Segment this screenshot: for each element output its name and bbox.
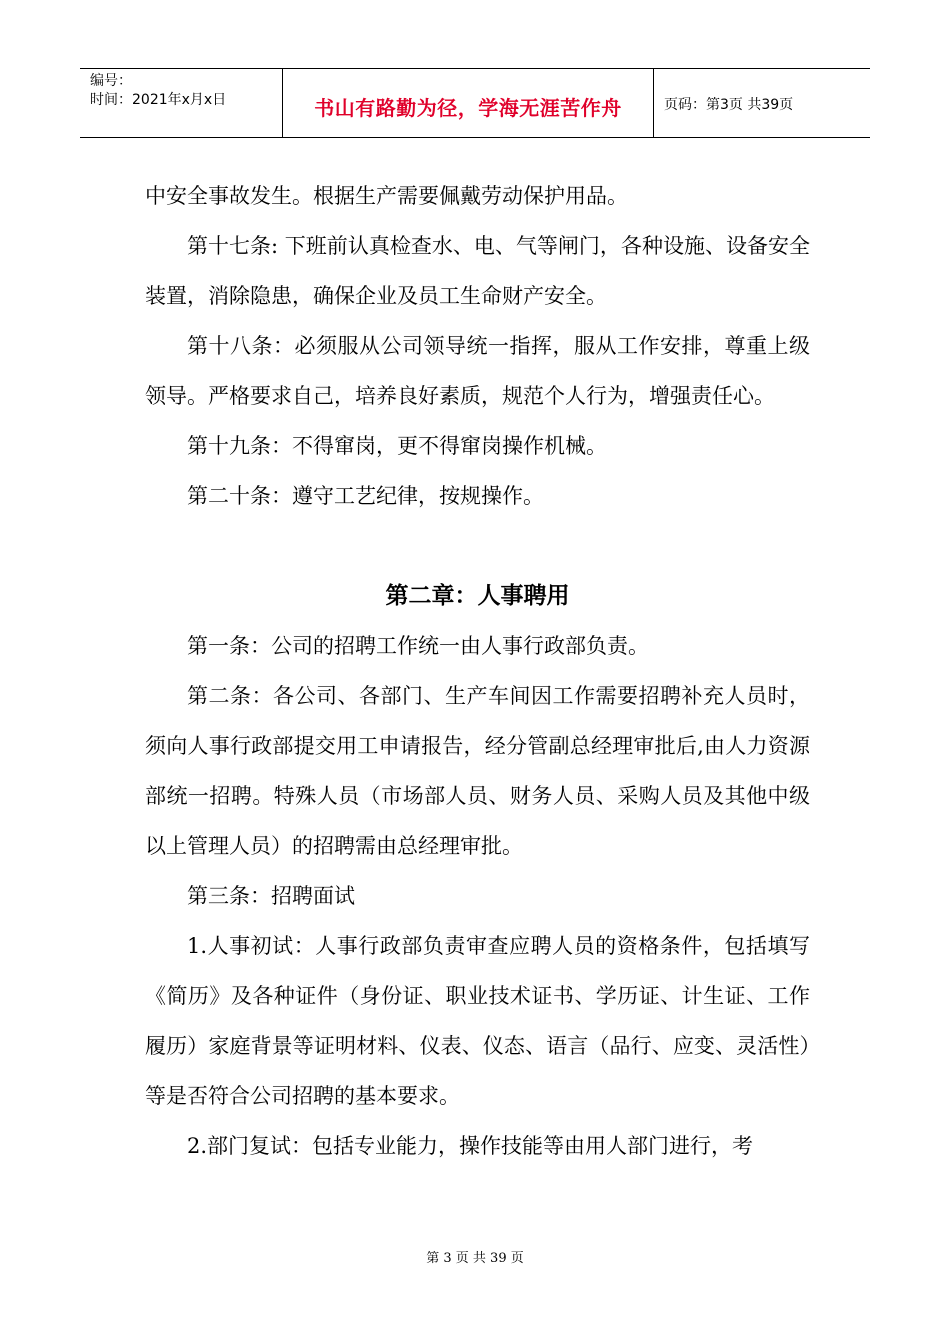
chapter2-article-1: 第一条：公司的招聘工作统一由人事行政部负责。 [187, 634, 649, 658]
header-info-cell [80, 69, 283, 137]
header-page-info: 页码：第3页 共39页 [664, 97, 794, 113]
interview-step-1: 1.人事初试：人事行政部负责审查应聘人员的资格条件，包括填写《简历》及各种证件（身份证、职业技术证书、学历证、计生证、工作履历）家庭背景等证明材料、仪表、仪态、语言（品行、应变、灵活性）等是否符合公司招聘的基本要求。 [145, 934, 810, 1108]
interview-step-2: 2.部门复试：包括专业能力，操作技能等由用人部门进行，考 [187, 1134, 754, 1158]
header-motto-cell [283, 69, 654, 137]
chapter-title: 第二章：人事聘用 [385, 582, 570, 609]
document-body [145, 171, 810, 1171]
document-header [80, 68, 870, 138]
serial-number-label: 编号： [90, 73, 132, 89]
article-17: 第十七条: 下班前认真检查水、电、气等闸门，各种设施、设备安全装置，消除隐患，确保企业及员工生命财产安全。 [145, 234, 810, 308]
chapter2-article-3: 第三条：招聘面试 [187, 884, 355, 908]
article-18: 第十八条：必须服从公司领导统一指挥，服从工作安排，尊重上级领导。严格要求自己，培养良好素质，规范个人行为，增强责任心。 [145, 334, 810, 408]
page-footer: 第 3 页 共 39 页 [426, 1251, 524, 1266]
article-19: 第十九条：不得窜岗，更不得窜岗操作机械。 [187, 434, 607, 458]
paragraph-continuation: 中安全事故发生。根据生产需要佩戴劳动保护用品。 [145, 184, 628, 208]
date-label: 时间：2021年x月x日 [90, 92, 227, 108]
header-motto: 书山有路勤为径，学海无涯苦作舟 [314, 96, 622, 120]
article-20: 第二十条：遵守工艺纪律，按规操作。 [187, 484, 544, 508]
header-page-cell [654, 69, 870, 137]
chapter2-article-2: 第二条：各公司、各部门、生产车间因工作需要招聘补充人员时，须向人事行政部提交用工申请报告，经分管副总经理审批后,由人力资源部统一招聘。特殊人员（市场部人员、财务人员、采购人员及其他中级以上管理人员）的招聘需由总经理审批。 [145, 684, 810, 858]
